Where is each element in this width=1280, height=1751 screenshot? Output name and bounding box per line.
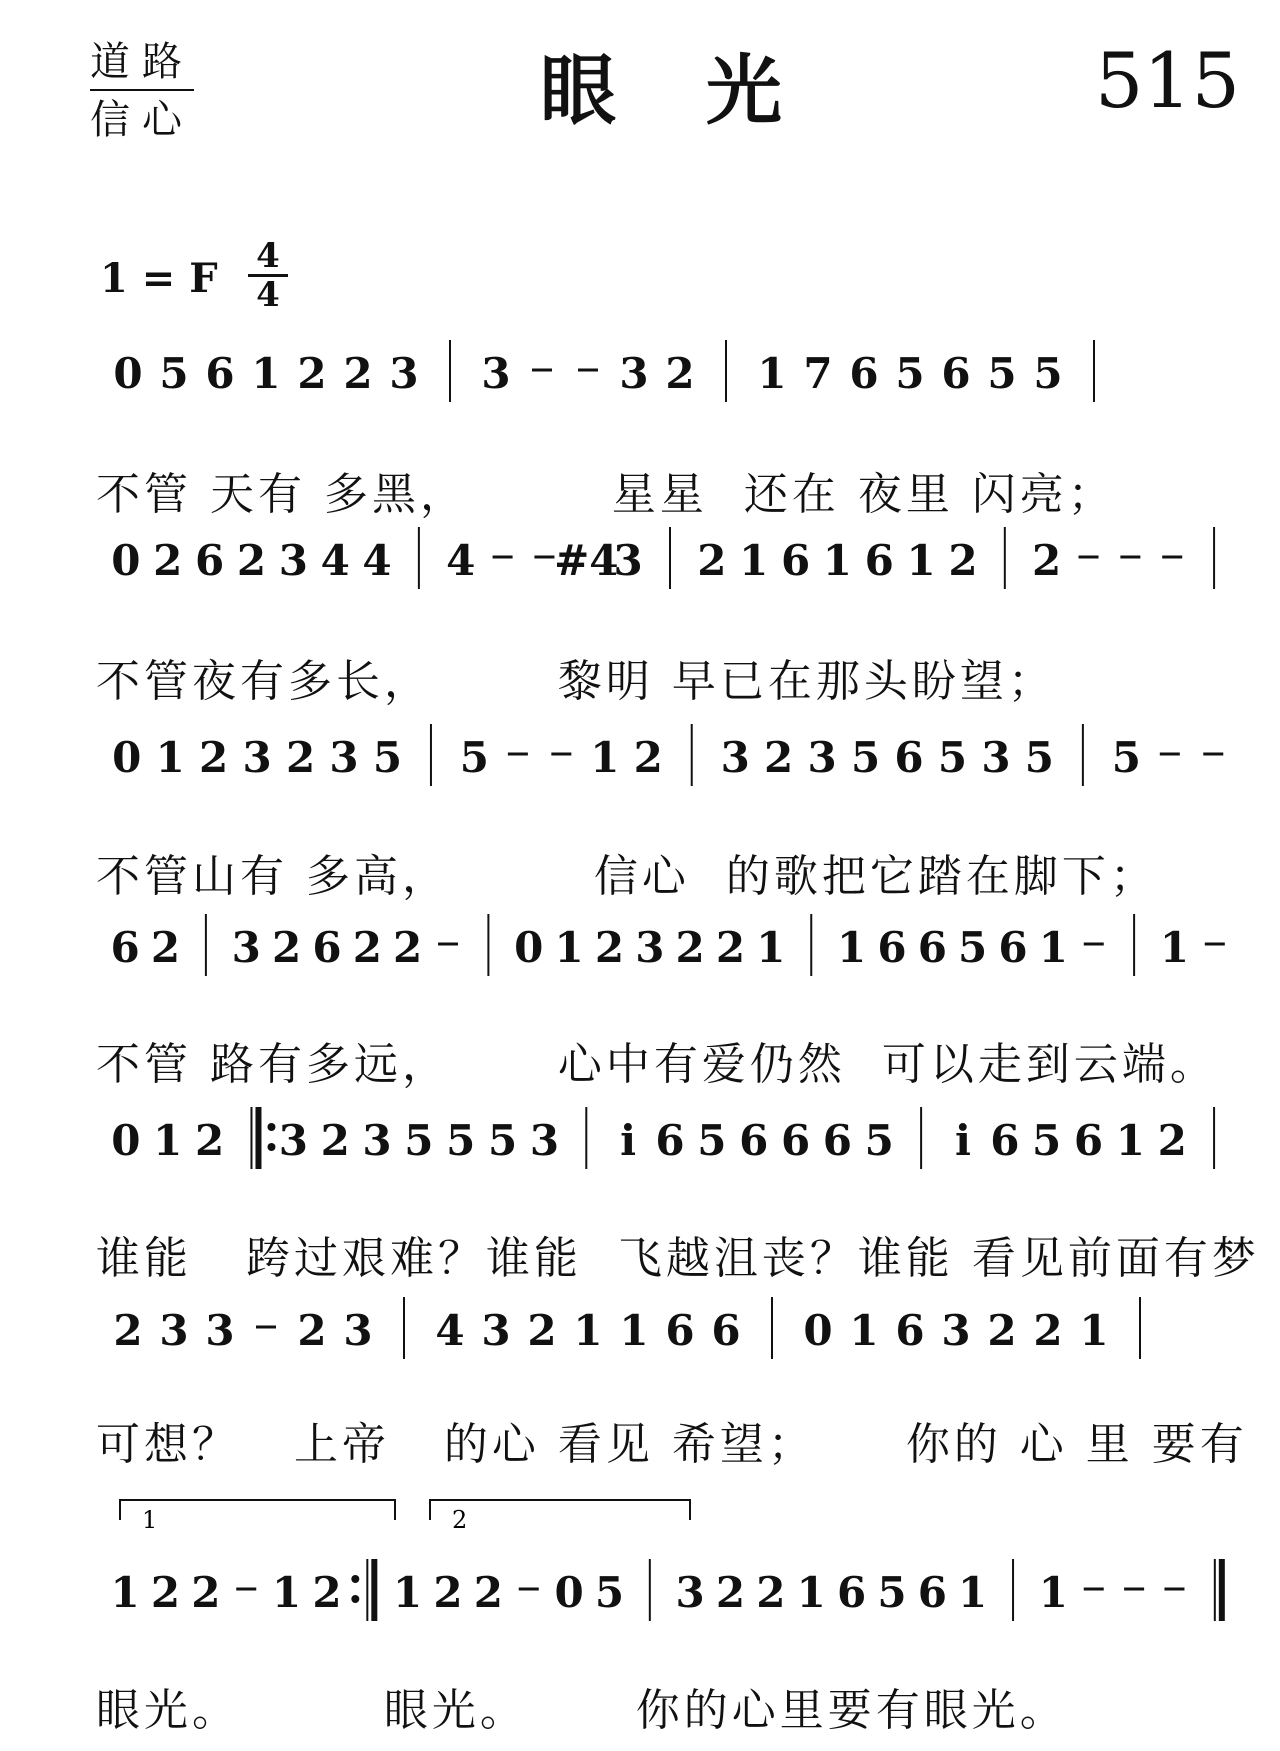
note: 2: [236, 536, 267, 585]
note: 1: [271, 1568, 302, 1617]
lyric-line-3: 不管山有 多高， 信心 的歌把它踏在脚下；: [96, 851, 1158, 902]
note: 3: [159, 1306, 189, 1355]
note: 2: [113, 1306, 143, 1355]
note: 5: [987, 349, 1017, 398]
note: 6: [739, 1116, 769, 1165]
note: 6: [780, 1116, 811, 1165]
note: 6: [655, 1116, 685, 1165]
note: 6: [711, 1306, 741, 1355]
note: 3: [529, 1116, 560, 1165]
note: 4: [435, 1306, 465, 1355]
note: 5: [372, 733, 403, 782]
note: 6: [110, 923, 140, 972]
note: 1: [849, 1306, 879, 1355]
note: 6: [195, 536, 225, 585]
note: 3: [635, 923, 665, 972]
note: 5: [594, 1568, 625, 1617]
note: 2: [594, 923, 625, 972]
note: 6: [917, 1568, 947, 1617]
note: 1: [554, 923, 584, 972]
note: 5: [895, 349, 925, 398]
note: 6: [312, 923, 342, 972]
note: 2: [150, 923, 181, 972]
note: i: [620, 1116, 637, 1165]
repeat-dot: [351, 1595, 359, 1603]
note: 1: [757, 349, 787, 398]
note: 0: [554, 1568, 584, 1617]
note: 6: [941, 349, 971, 398]
note: 0: [111, 536, 141, 585]
note: 2: [715, 1568, 746, 1617]
note: 1: [1038, 1568, 1069, 1617]
note: 1: [393, 1568, 423, 1617]
category-bottom: 信心: [90, 97, 194, 143]
note: 1: [1038, 923, 1069, 972]
note: 1: [110, 1568, 140, 1617]
note: 5: [487, 1116, 518, 1165]
note: 7: [803, 349, 833, 398]
note: 6: [864, 536, 894, 585]
note: 2: [1033, 1306, 1063, 1355]
note: 1: [796, 1568, 826, 1617]
note: 1: [836, 923, 867, 972]
note: 5: [446, 1116, 476, 1165]
note: 3: [242, 733, 272, 782]
note: 1: [739, 536, 769, 585]
note: 5: [697, 1116, 727, 1165]
note: 4: [446, 536, 476, 585]
note: 2: [665, 349, 695, 398]
note: 0: [803, 1306, 833, 1355]
note: 5: [864, 1116, 894, 1165]
note: 1: [153, 1116, 183, 1165]
note: 6: [917, 923, 947, 972]
note: 3: [941, 1306, 971, 1355]
repeat-dot: [351, 1575, 359, 1583]
hymn-number: 515: [1094, 36, 1240, 125]
note: 6: [849, 349, 879, 398]
volta-label: 2: [452, 1506, 468, 1534]
note: 6: [895, 1306, 925, 1355]
note: 5: [850, 733, 881, 782]
repeat-dot: [267, 1143, 275, 1151]
note: 0: [111, 1116, 141, 1165]
note: 1: [906, 536, 936, 585]
note: 2: [285, 733, 316, 782]
note: 5: [1024, 733, 1055, 782]
note: 2: [297, 349, 327, 398]
note: 5: [877, 1568, 907, 1617]
note: 2: [195, 1116, 225, 1165]
note: 3: [278, 1116, 308, 1165]
note: 4: [362, 536, 392, 585]
note: 2: [527, 1306, 557, 1355]
note: 3: [981, 733, 1011, 782]
note: 2: [473, 1568, 504, 1617]
note: 0: [113, 349, 143, 398]
note: 1: [251, 349, 281, 398]
note: 2: [320, 1116, 350, 1165]
note: 1: [1079, 1306, 1109, 1355]
note: 6: [205, 349, 235, 398]
note: 3: [807, 733, 837, 782]
note: 5: [159, 349, 189, 398]
note: 5: [404, 1116, 434, 1165]
volta-bracket: [430, 1500, 690, 1520]
note: 5: [1111, 733, 1141, 782]
note: 6: [998, 923, 1028, 972]
note: 5: [459, 733, 490, 782]
volta-label: 1: [142, 1506, 158, 1534]
note: 3: [362, 1116, 392, 1165]
lyric-line-7: 眼光。 眼光。 你的心里要有眼光。: [96, 1685, 1068, 1736]
note: 6: [990, 1116, 1020, 1165]
note: 2: [312, 1568, 342, 1617]
note: 3: [481, 1306, 511, 1355]
note: 6: [822, 1116, 853, 1165]
category-top: 道路: [90, 30, 194, 91]
note: 2: [948, 536, 978, 585]
note: 6: [894, 733, 924, 782]
note: 3: [231, 923, 261, 972]
note: 2: [393, 923, 423, 972]
note: 1: [619, 1306, 649, 1355]
note: 2: [191, 1568, 221, 1617]
note: 3: [389, 349, 419, 398]
note: 6: [1073, 1116, 1104, 1165]
note: 3: [675, 1568, 705, 1617]
note: 1: [822, 536, 853, 585]
note: 6: [665, 1306, 695, 1355]
note: 0: [514, 923, 544, 972]
note: 2: [987, 1306, 1017, 1355]
note: 2: [199, 733, 229, 782]
note: 1: [1115, 1116, 1145, 1165]
note: 2: [433, 1568, 463, 1617]
note: 3: [481, 349, 511, 398]
note: 2: [756, 1568, 786, 1617]
lyric-line-5: 谁能 跨过艰难？谁能 飞越沮丧？谁能 看见前面有梦: [96, 1233, 1260, 1284]
note: 6: [877, 923, 907, 972]
note: #4: [554, 536, 619, 585]
note: 5: [1032, 1116, 1062, 1165]
note: 1: [590, 733, 620, 782]
note: 3: [205, 1306, 235, 1355]
note: 2: [633, 733, 663, 782]
note: 3: [619, 349, 649, 398]
note: 4: [320, 536, 350, 585]
volta-bracket: [120, 1500, 395, 1520]
note: 3: [720, 733, 750, 782]
note: 5: [1033, 349, 1063, 398]
note: 3: [329, 733, 359, 782]
note: 6: [836, 1568, 867, 1617]
note: 3: [278, 536, 308, 585]
lyric-line-4: 不管 路有多远， 心中有爱仍然 可以走到云端。: [96, 1039, 1218, 1090]
lyric-line-2: 不管夜有多长， 黎明 早已在那头盼望；: [96, 656, 1056, 707]
note: 2: [150, 1568, 181, 1617]
time-signature-numerator: 4: [248, 238, 288, 277]
note: 1: [958, 1568, 988, 1617]
lyric-line-6: 可想？ 上帝 的心 看见 希望； 你的 心 里 要有: [96, 1419, 1248, 1470]
note: i: [954, 1116, 971, 1165]
note: 2: [1032, 536, 1062, 585]
note: 2: [675, 923, 705, 972]
note: 1: [155, 733, 185, 782]
note: 2: [352, 923, 382, 972]
note: 2: [1157, 1116, 1187, 1165]
note: 1: [1159, 923, 1190, 972]
note: 3: [343, 1306, 373, 1355]
page-title: 眼光: [540, 46, 872, 135]
note: 1: [573, 1306, 603, 1355]
note: 5: [937, 733, 968, 782]
repeat-dot: [267, 1123, 275, 1131]
note: 2: [764, 733, 794, 782]
note: 2: [297, 1306, 327, 1355]
note: 2: [343, 349, 373, 398]
note: 0: [112, 733, 142, 782]
note: 3: [613, 536, 643, 585]
note: 1: [756, 923, 786, 972]
note: 5: [958, 923, 988, 972]
note: 2: [153, 536, 183, 585]
lyric-line-1: 不管 天有 多黑， 星星 还在 夜里 闪亮；: [96, 469, 1116, 520]
time-signature-denominator: 4: [256, 275, 280, 315]
note: 2: [715, 923, 746, 972]
key-signature: 1 = F: [100, 255, 218, 302]
note: 2: [697, 536, 727, 585]
note: 6: [780, 536, 811, 585]
note: 2: [271, 923, 302, 972]
